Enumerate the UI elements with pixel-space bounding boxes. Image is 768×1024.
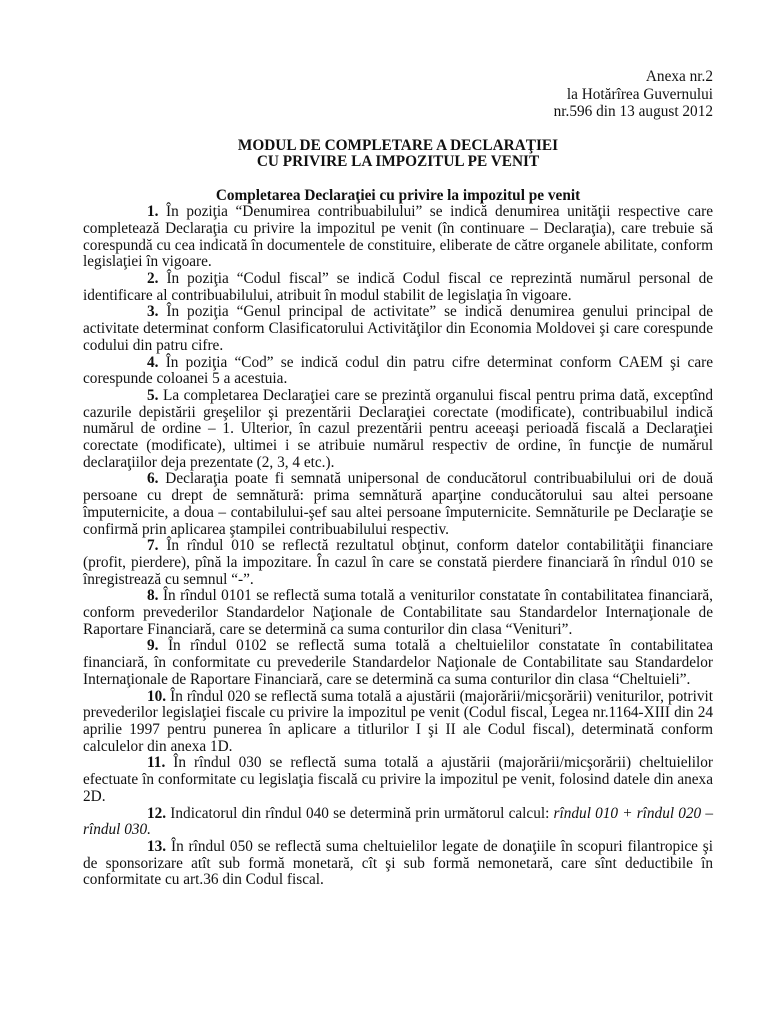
paragraph-number: 5. xyxy=(147,386,159,404)
paragraph-number: 2. xyxy=(147,270,159,288)
paragraph-number: 11. xyxy=(147,754,166,772)
paragraph-number: 8. xyxy=(147,587,159,605)
paragraph-number: 7. xyxy=(147,537,159,555)
annex-government-decision: la Hotărîrea Guvernului xyxy=(566,85,713,103)
paragraph-text: Indicatorul din rîndul 040 se determină prin următorul calcul: xyxy=(170,804,550,822)
paragraph-text: În poziţia “Genul principal de activitate” se indică denumirea genului principal de activitate determinat conform Clasificatorului Activităţilor din Economia Moldovei şi care corespunde codului din patru cifre. xyxy=(83,303,714,354)
document-title xyxy=(83,138,713,171)
paragraph-text: La completarea Declaraţiei care se prezintă organului fiscal pentru prima dată, exceptînd cazurile depistării greşelilor şi prezentării Declaraţiei corectate (modificate), contribuabilul indică numărul de ordine – 1. Ulterior, în cazul prezentării pentru aceeaşi perioadă fiscală a Declaraţiei corectate (modificate), ultimei i se atribuie numărul respectiv de ordine, în funcţie de numărul declaraţiilor deja prezentate (2, 3, 4 etc.). xyxy=(83,386,713,471)
paragraph-text: În rîndul 050 se reflectă suma cheltuielilor legate de donaţiile în scopuri filantropice şi de sponsorizare atît sub formă monetară, cît şi sub formă nemonetară, care sînt deductibile în conformitate cu art.36 din Codul fiscal. xyxy=(83,837,713,889)
paragraph-7 xyxy=(83,538,713,588)
paragraph-9 xyxy=(83,638,713,688)
document-title-line-1: MODUL DE COMPLETARE A DECLARAŢIEI xyxy=(237,136,559,154)
paragraph-13 xyxy=(83,839,713,889)
paragraph-6 xyxy=(83,471,713,538)
paragraph-text: În rîndul 020 se reflectă suma totală a ajustării (majorării/micşorării) veniturilor, potrivit prevederilor legislaţiei fiscale cu privire la impozitul pe venit (Codul fiscal, Legea nr.1164-XIII din 24 aprilie 1997 pentru punerea în aplicare a titlurilor I şi II ale Codul fiscal), determinată conform calculelor din anexa 1D. xyxy=(83,687,713,755)
section-heading: Completarea Declaraţiei cu privire la impozitul pe venit xyxy=(215,186,581,204)
paragraph-number: 10. xyxy=(147,687,167,705)
paragraph-number: 12. xyxy=(147,804,167,822)
paragraph-5 xyxy=(83,388,713,472)
paragraph-1 xyxy=(83,204,713,271)
paragraph-text: În rîndul 030 se reflectă suma totală a ajustării (majorării/micşorării) cheltuielilor efectuate în conformitate cu legislaţia fiscală cu privire la impozitul pe venit, folosind datele din anexa 2D. xyxy=(83,754,713,805)
paragraph-4 xyxy=(83,355,713,388)
paragraph-text: În rîndul 0102 se reflectă suma totală a cheltuielilor constatate în contabilitatea financiară, în conformitate cu prevederile Standardelor Naţionale de Contabilitate sau Standardelor Internaţionale de Raportare Financiară, care se determină ca suma conturilor din clasa “Cheltuieli”. xyxy=(83,637,713,688)
paragraph-text: În rîndul 0101 se reflectă suma totală a veniturilor constatate în contabilitatea financiară, conform prevederilor Standardelor Naţionale de Contabilitate sau Standardelor Internaţionale de Raportare Financiară, care se determină ca suma conturilor din clasa “Venituri”. xyxy=(83,587,713,638)
paragraph-text: În poziţia “Codul fiscal” se indică Codul fiscal ce reprezintă numărul personal de identificare al contribuabilului, atribuit în modul stabilit de legislaţia în vigoare. xyxy=(83,270,714,304)
paragraph-number: 4. xyxy=(147,353,159,371)
paragraph-number: 9. xyxy=(147,637,159,655)
paragraph-2 xyxy=(83,271,713,304)
paragraph-text: În poziţia “Denumirea contribuabilului” se indică denumirea unităţii respective care completează Declaraţia cu privire la impozitul pe venit (în continuare – Declaraţia), care trebuie să corespundă cu cea indicată în documentele de constituire, eliberate de către organele abilitate, conform legislaţiei în vigoare. xyxy=(83,203,713,271)
annex-decision-reference: nr.596 din 13 august 2012 xyxy=(553,103,713,120)
document-title-line-2: CU PRIVIRE LA IMPOZITUL PE VENIT xyxy=(256,153,540,170)
annex-header xyxy=(83,68,713,121)
paragraph-number: 3. xyxy=(147,303,159,321)
annex-number: Anexa nr.2 xyxy=(645,68,713,85)
paragraph-text: În poziţia “Cod” se indică codul din patru cifre determinat conform CAEM şi care corespunde coloanei 5 a acestuia. xyxy=(83,353,713,388)
paragraph-number: 1. xyxy=(147,203,159,221)
paragraph-11 xyxy=(83,755,713,805)
paragraph-text: În rîndul 010 se reflectă rezultatul obţinut, conform datelor contabilităţii financiare (profit, pierdere), pînă la impozitare. În cazul în care se constată pierdere financiară în rîndul 010 se înregistrează cu semnul “-”. xyxy=(83,537,714,588)
calculation-formula: rîndul 010 + rîndul 020 – rîndul 030. xyxy=(83,804,714,839)
paragraph-8 xyxy=(83,588,713,638)
paragraph-number: 6. xyxy=(147,470,159,488)
paragraph-10 xyxy=(83,689,713,756)
paragraph-number: 13. xyxy=(147,837,167,855)
paragraph-3 xyxy=(83,304,713,354)
document-content xyxy=(83,68,713,889)
paragraph-12 xyxy=(83,806,713,839)
paragraph-text: Declaraţia poate fi semnată unipersonal de conducătorul contribuabilului ori de două persoane cu drept de semnătură: prima semnătură aparţine conducătorului sau altei persoane împuternicite, a doua – contabilului-şef sau altei persoane împuternicite. Semnăturile pe Declaraţie se confirmă prin aplicarea ştampilei contribuabilului respectiv. xyxy=(83,470,713,538)
